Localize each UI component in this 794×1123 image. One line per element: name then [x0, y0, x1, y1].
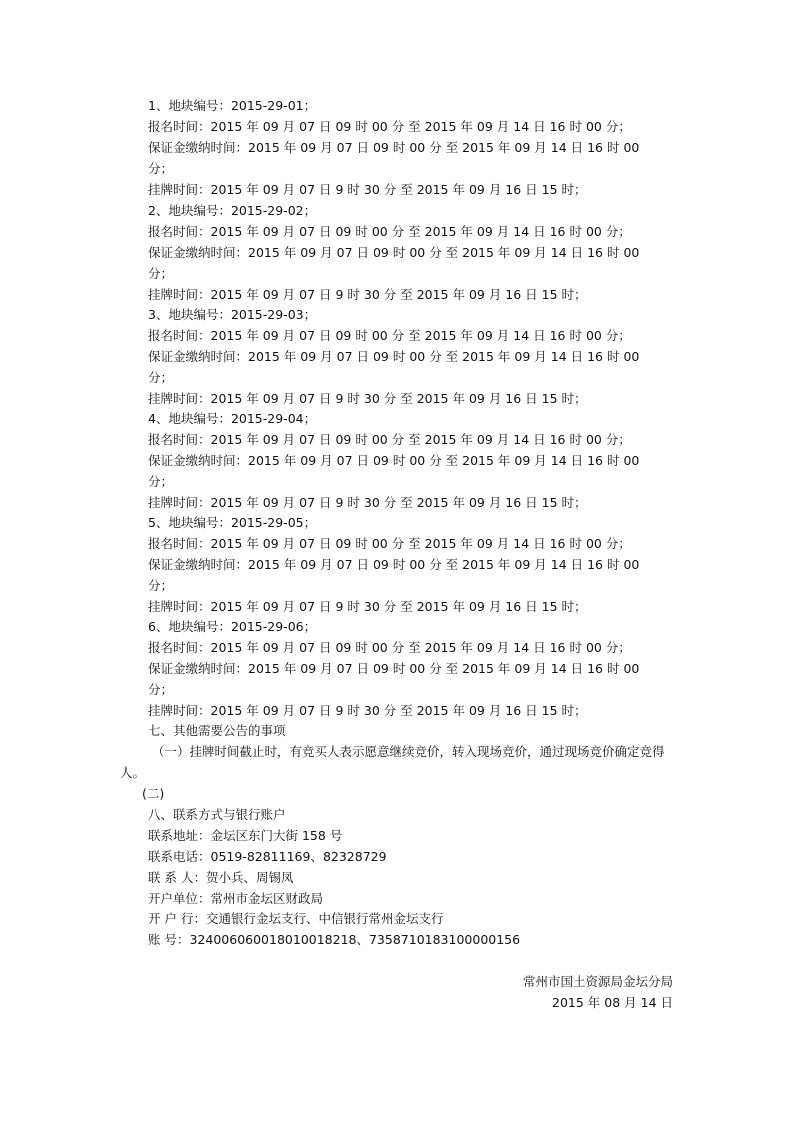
plot-register-time: 报名时间：2015 年 09 月 07 日 09 时 00 分 至 2015 年 09 月 14 日 16 时 00 分；	[148, 432, 631, 447]
plot-id: 1、地块编号：2015-29-01；	[148, 98, 317, 113]
plot-deposit-time: 保证金缴纳时间：2015 年 09 月 07 日 09 时 00 分 至 2015 年 09 月 14 日 16 时 00	[148, 245, 640, 260]
account-unit: 开户单位：常州市金坛区财政局	[148, 891, 324, 906]
contact-phone: 联系电话：0519-82811169、82328729	[148, 849, 387, 864]
plot-listing-time: 挂牌时间：2015 年 09 月 07 日 9 时 30 分 至 2015 年 09 月 16 日 15 时；	[148, 495, 587, 510]
plot-id: 2、地块编号：2015-29-02；	[148, 203, 317, 218]
plot-register-time: 报名时间：2015 年 09 月 07 日 09 时 00 分 至 2015 年 09 月 14 日 16 时 00 分；	[148, 328, 631, 343]
plot-register-time: 报名时间：2015 年 09 月 07 日 09 时 00 分 至 2015 年 09 月 14 日 16 时 00 分；	[148, 119, 631, 134]
plot-deposit-time: 保证金缴纳时间：2015 年 09 月 07 日 09 时 00 分 至 2015 年 09 月 14 日 16 时 00	[148, 140, 640, 155]
plot-listing-time: 挂牌时间：2015 年 09 月 07 日 9 时 30 分 至 2015 年 09 月 16 日 15 时；	[148, 703, 587, 718]
plot-deposit-time-cont: 分；	[148, 161, 174, 176]
plot-deposit-time-cont: 分；	[148, 370, 174, 385]
contact-person: 联 系 人：贺小兵、周锡凤	[148, 870, 294, 885]
plot-id: 4、地块编号：2015-29-04；	[148, 411, 317, 426]
plot-deposit-time-cont: 分；	[148, 474, 174, 489]
plot-deposit-time: 保证金缴纳时间：2015 年 09 月 07 日 09 时 00 分 至 2015 年 09 月 14 日 16 时 00	[148, 453, 640, 468]
plot-deposit-time: 保证金缴纳时间：2015 年 09 月 07 日 09 时 00 分 至 2015 年 09 月 14 日 16 时 00	[148, 557, 640, 572]
plot-id: 3、地块编号：2015-29-03；	[148, 307, 317, 322]
contact-address: 联系地址：金坛区东门大街 158 号	[148, 828, 343, 843]
plot-deposit-time-cont: 分；	[148, 682, 174, 697]
signature-date: 2015 年 08 月 14 日	[552, 995, 673, 1010]
plot-deposit-time: 保证金缴纳时间：2015 年 09 月 07 日 09 时 00 分 至 2015 年 09 月 14 日 16 时 00	[148, 349, 640, 364]
plot-listing-time: 挂牌时间：2015 年 09 月 07 日 9 时 30 分 至 2015 年 09 月 16 日 15 时；	[148, 391, 587, 406]
section7-item1	[120, 741, 676, 783]
plot-listing-time: 挂牌时间：2015 年 09 月 07 日 9 时 30 分 至 2015 年 09 月 16 日 15 时；	[148, 182, 587, 197]
signature-org: 常州市国土资源局金坛分局	[522, 974, 673, 989]
plot-id: 6、地块编号：2015-29-06；	[148, 619, 317, 634]
plot-listing-time: 挂牌时间：2015 年 09 月 07 日 9 时 30 分 至 2015 年 09 月 16 日 15 时；	[148, 287, 587, 302]
section8-heading: 八、联系方式与银行账户	[148, 807, 286, 822]
plot-listing-time: 挂牌时间：2015 年 09 月 07 日 9 时 30 分 至 2015 年 09 月 16 日 15 时；	[148, 599, 587, 614]
plot-id: 5、地块编号：2015-29-05；	[148, 515, 317, 530]
plot-register-time: 报名时间：2015 年 09 月 07 日 09 时 00 分 至 2015 年 09 月 14 日 16 时 00 分；	[148, 536, 631, 551]
plot-deposit-time-cont: 分；	[148, 266, 174, 281]
account-number: 账 号：324006060018010018218、7358710183100000156	[148, 932, 521, 947]
plot-register-time: 报名时间：2015 年 09 月 07 日 09 时 00 分 至 2015 年 09 月 14 日 16 时 00 分；	[148, 640, 631, 655]
section7-item1-text: （一）挂牌时间截止时，有竞买人表示愿意继续竞价，转入现场竞价，通过现场竞价确定竞得人。	[120, 744, 665, 780]
section7-item2: (二)	[142, 786, 165, 801]
section7-heading: 七、其他需要公告的事项	[148, 723, 286, 738]
plot-deposit-time-cont: 分；	[148, 578, 174, 593]
plot-register-time: 报名时间：2015 年 09 月 07 日 09 时 00 分 至 2015 年 09 月 14 日 16 时 00 分；	[148, 224, 631, 239]
account-bank: 开 户 行：交通银行金坛支行、中信银行常州金坛支行	[148, 911, 444, 926]
plot-deposit-time: 保证金缴纳时间：2015 年 09 月 07 日 09 时 00 分 至 2015 年 09 月 14 日 16 时 00	[148, 661, 640, 676]
